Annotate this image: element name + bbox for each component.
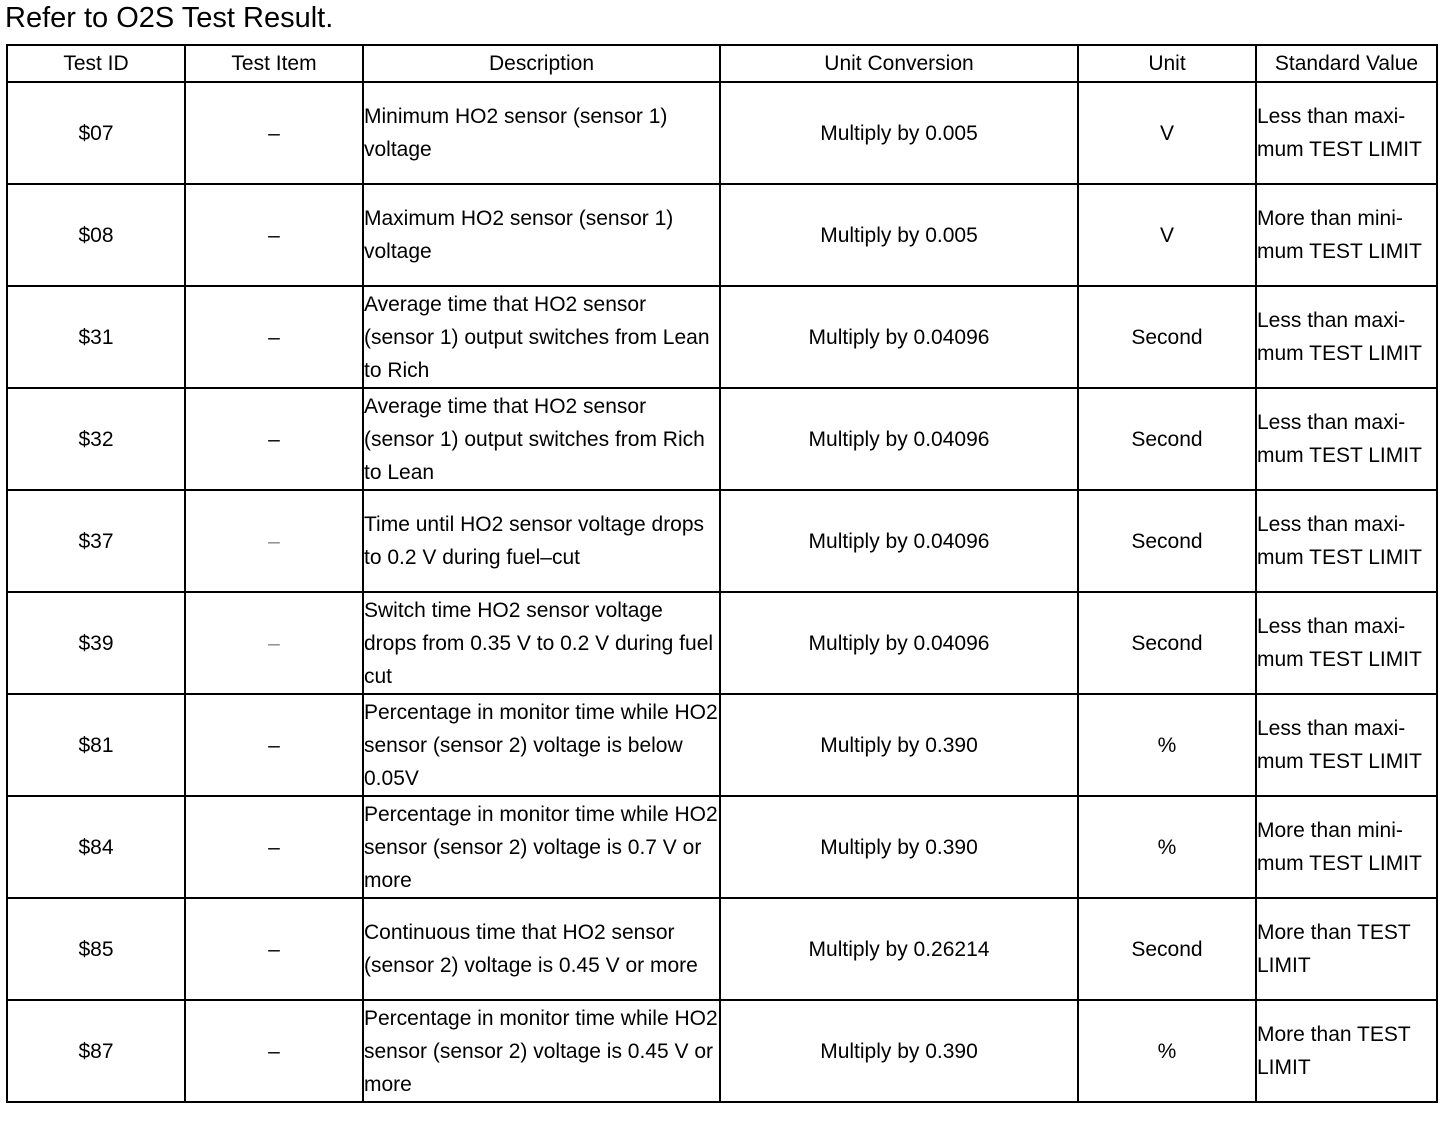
cell-standard-value: Less than maxi-mum TEST LIMIT <box>1256 490 1437 592</box>
cell-test-item: – <box>185 82 363 184</box>
cell-test-id: $87 <box>7 1000 185 1102</box>
header-description: Description <box>363 45 720 82</box>
cell-test-item: – <box>185 490 363 592</box>
cell-unit-conversion: Multiply by 0.005 <box>720 184 1078 286</box>
table-row <box>7 694 1437 796</box>
cell-unit: Second <box>1078 490 1256 592</box>
cell-description: Maximum HO2 sensor (sensor 1) voltage <box>363 184 720 286</box>
header-unit: Unit <box>1078 45 1256 82</box>
cell-unit: Second <box>1078 388 1256 490</box>
cell-test-id: $85 <box>7 898 185 1000</box>
cell-test-item: – <box>185 184 363 286</box>
cell-unit: Second <box>1078 898 1256 1000</box>
cell-description: Switch time HO2 sensor voltage drops from 0.35 V to 0.2 V during fuel cut <box>363 592 720 694</box>
cell-test-id: $31 <box>7 286 185 388</box>
table-header-row <box>7 45 1437 82</box>
cell-unit: V <box>1078 184 1256 286</box>
cell-test-id: $32 <box>7 388 185 490</box>
cell-unit-conversion: Multiply by 0.005 <box>720 82 1078 184</box>
cell-test-id: $84 <box>7 796 185 898</box>
cell-test-item: – <box>185 796 363 898</box>
cell-unit-conversion: Multiply by 0.04096 <box>720 388 1078 490</box>
table-row <box>7 184 1437 286</box>
cell-unit: Second <box>1078 592 1256 694</box>
cell-unit-conversion: Multiply by 0.04096 <box>720 592 1078 694</box>
cell-unit: Second <box>1078 286 1256 388</box>
cell-standard-value: Less than maxi-mum TEST LIMIT <box>1256 592 1437 694</box>
cell-standard-value: Less than maxi-mum TEST LIMIT <box>1256 388 1437 490</box>
cell-unit-conversion: Multiply by 0.390 <box>720 796 1078 898</box>
cell-test-id: $37 <box>7 490 185 592</box>
cell-unit: V <box>1078 82 1256 184</box>
header-standard-value: Standard Value <box>1256 45 1437 82</box>
cell-description: Continuous time that HO2 sensor (sensor 2) voltage is 0.45 V or more <box>363 898 720 1000</box>
cell-unit-conversion: Multiply by 0.26214 <box>720 898 1078 1000</box>
cell-test-item: – <box>185 592 363 694</box>
cell-description: Average time that HO2 sensor (sensor 1) output switches from Rich to Lean <box>363 388 720 490</box>
cell-standard-value: Less than maxi-mum TEST LIMIT <box>1256 694 1437 796</box>
header-test-item: Test Item <box>185 45 363 82</box>
table-row <box>7 286 1437 388</box>
table-row <box>7 898 1437 1000</box>
cell-description: Percentage in monitor time while HO2 sensor (sensor 2) voltage is 0.45 V or more <box>363 1000 720 1102</box>
cell-standard-value: More than mini-mum TEST LIMIT <box>1256 184 1437 286</box>
page-title: Refer to O2S Test Result. <box>5 2 334 34</box>
table-row <box>7 388 1437 490</box>
cell-unit-conversion: Multiply by 0.04096 <box>720 286 1078 388</box>
cell-description: Average time that HO2 sensor (sensor 1) output switches from Lean to Rich <box>363 286 720 388</box>
table-row <box>7 1000 1437 1102</box>
cell-test-item: – <box>185 694 363 796</box>
o2s-test-table <box>6 44 1438 1103</box>
cell-unit-conversion: Multiply by 0.04096 <box>720 490 1078 592</box>
cell-standard-value: Less than maxi-mum TEST LIMIT <box>1256 286 1437 388</box>
cell-description: Time until HO2 sensor voltage drops to 0.2 V during fuel–cut <box>363 490 720 592</box>
cell-test-item: – <box>185 898 363 1000</box>
cell-description: Percentage in monitor time while HO2 sensor (sensor 2) voltage is 0.7 V or more <box>363 796 720 898</box>
table-row <box>7 592 1437 694</box>
cell-standard-value: More than mini-mum TEST LIMIT <box>1256 796 1437 898</box>
cell-test-id: $39 <box>7 592 185 694</box>
header-unit-conversion: Unit Conversion <box>720 45 1078 82</box>
cell-unit-conversion: Multiply by 0.390 <box>720 1000 1078 1102</box>
cell-description: Minimum HO2 sensor (sensor 1) voltage <box>363 82 720 184</box>
table-row <box>7 490 1437 592</box>
cell-unit: % <box>1078 694 1256 796</box>
cell-unit: % <box>1078 1000 1256 1102</box>
cell-description: Percentage in monitor time while HO2 sensor (sensor 2) voltage is below 0.05V <box>363 694 720 796</box>
cell-standard-value: More than TEST LIMIT <box>1256 898 1437 1000</box>
cell-test-item: – <box>185 1000 363 1102</box>
table-row <box>7 82 1437 184</box>
cell-test-id: $07 <box>7 82 185 184</box>
cell-test-id: $81 <box>7 694 185 796</box>
cell-unit-conversion: Multiply by 0.390 <box>720 694 1078 796</box>
cell-unit: % <box>1078 796 1256 898</box>
cell-test-id: $08 <box>7 184 185 286</box>
table-row <box>7 796 1437 898</box>
header-test-id: Test ID <box>7 45 185 82</box>
cell-standard-value: Less than maxi-mum TEST LIMIT <box>1256 82 1437 184</box>
cell-test-item: – <box>185 286 363 388</box>
cell-test-item: – <box>185 388 363 490</box>
cell-standard-value: More than TEST LIMIT <box>1256 1000 1437 1102</box>
